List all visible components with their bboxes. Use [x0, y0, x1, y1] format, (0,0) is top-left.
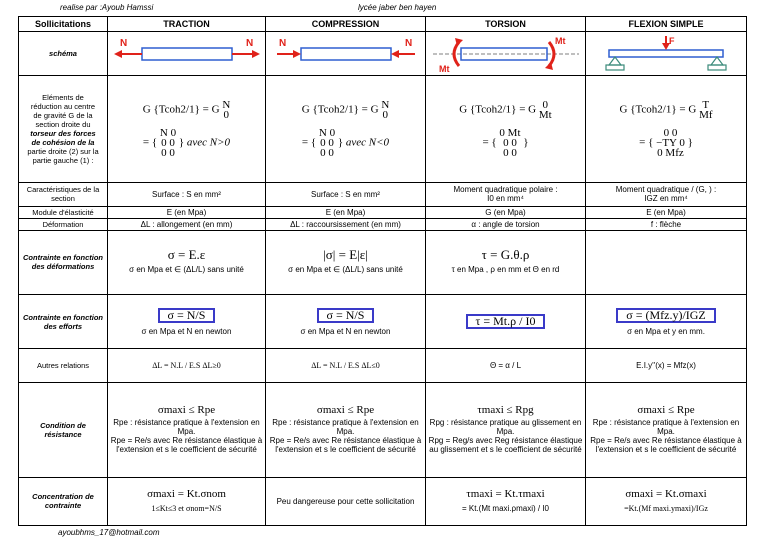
contr-eff-torsion: τ = Mt.ρ / I0 [426, 295, 586, 349]
condition-flexion: σmaxi ≤ Rpe Rpe : résistance pratique à l'extension en Mpa. Rpe = Re/s avec Re résistance élastique à l'extension et s le coefficient de sécurité [586, 383, 747, 477]
row-label-concentration: Concentration de contrainte [19, 477, 108, 525]
concentration-compression: Peu dangereuse pour cette sollicitation [266, 477, 426, 525]
module-traction: E (en Mpa) [108, 206, 266, 218]
torseur-torsion: G {Tcoh2/1} = G 0 Mt = { 0 Mt 0 0 0 0 } [426, 76, 586, 182]
contr-def-torsion: τ = G.θ.ρ τ en Mpa , ρ en mm et Θ en rd [426, 230, 586, 294]
autres-traction: ΔL = N.L / E.S ΔL≥0 [108, 349, 266, 383]
contr-eff-flexion: σ = (Mfz.y)/IGZ σ en Mpa et y en mm. [586, 295, 747, 349]
row-label-condition: Condition de résistance [19, 383, 108, 477]
torseur-compression: G {Tcoh2/1} = G N 0 = { N 0 0 0 0 0 } avec N<0 [266, 76, 426, 182]
traction-diagram [112, 34, 262, 74]
header-flexion: FLEXION SIMPLE [586, 17, 747, 32]
schema-traction [108, 32, 266, 76]
row-label-contr-def: Contrainte en fonction des déformations [19, 230, 108, 294]
deform-flexion: f : flèche [586, 218, 747, 230]
caract-compression: Surface : S en mm² [266, 182, 426, 206]
n-right-label: N [245, 37, 253, 49]
autres-flexion: E.I.y''(x) = Mfz(x) [586, 349, 747, 383]
row-label-caract: Caractéristiques de la section [19, 182, 108, 206]
footer-email: ayoubhms_17@hotmail.com [58, 528, 160, 537]
torseur-traction: G {Tcoh2/1} = G N 0 = { N 0 0 0 0 0 } avec N>0 [108, 76, 266, 182]
condition-compression: σmaxi ≤ Rpe Rpe : résistance pratique à l'extension en Mpa. Rpe = Re/s avec Re résistance élastique à l'extension et s le coefficient de sécurité [266, 383, 426, 477]
mt-right-label: Mt [554, 35, 565, 46]
contr-def-compression: |σ| = E|ε| σ en Mpa et ∈ (ΔL/L) sans unité [266, 230, 426, 294]
contr-def-traction: σ = E.ε σ en Mpa et ∈ (ΔL/L) sans unité [108, 230, 266, 294]
caract-traction: Surface : S en mm² [108, 182, 266, 206]
torsion-diagram [431, 34, 581, 74]
summary-table [18, 16, 747, 526]
module-compression: E (en Mpa) [266, 206, 426, 218]
author-label: realise par :Ayoub Hamssi [60, 3, 154, 12]
autres-compression: ΔL = N.L / E.S ΔL≤0 [266, 349, 426, 383]
compression-diagram [271, 34, 421, 74]
row-label-autres: Autres relations [19, 349, 108, 383]
header-traction: TRACTION [108, 17, 266, 32]
autres-torsion: Θ = α / L [426, 349, 586, 383]
header-compression: COMPRESSION [266, 17, 426, 32]
row-label-torseur: Eléments de réduction au centre de gravité G de la section droite du torseur des forces de cohésion de la partie droite (2) sur la partie gauche (1) : [19, 76, 108, 182]
caract-torsion: Moment quadratique polaire : I0 en mm⁴ [426, 182, 586, 206]
row-label-schema: schéma [19, 32, 108, 76]
n-left-label: N [278, 37, 286, 49]
deform-traction: ΔL : allongement (en mm) [108, 218, 266, 230]
f-label: F [669, 35, 675, 46]
schema-flexion [586, 32, 747, 76]
condition-torsion: τmaxi ≤ Rpg Rpg : résistance pratique au glissement en Mpa. Rpg = Reg/s avec Reg résistance élastique au glissement et s le coefficient de sécurité [426, 383, 586, 477]
school-label: lycée jaber ben hayen [358, 3, 437, 12]
condition-traction: σmaxi ≤ Rpe Rpe : résistance pratique à l'extension en Mpa. Rpe = Re/s avec Re résistance élastique à l'extension et s le coefficient de sécurité [108, 383, 266, 477]
row-label-contr-eff: Contrainte en fonction des efforts [19, 295, 108, 349]
n-left-label: N [119, 37, 127, 49]
header-torsion: TORSION [426, 17, 586, 32]
concentration-traction: σmaxi = Kt.σnom 1≤Kt≤3 et σnom=N/S [108, 477, 266, 525]
header-sollicitations: Sollicitations [19, 17, 108, 32]
module-torsion: G (en Mpa) [426, 206, 586, 218]
deform-torsion: α : angle de torsion [426, 218, 586, 230]
module-flexion: E (en Mpa) [586, 206, 747, 218]
torseur-flexion: G {Tcoh2/1} = G T Mf = { 0 0 −TY 0 0 Mfz } [586, 76, 747, 182]
deform-compression: ΔL : raccoursissement (en mm) [266, 218, 426, 230]
schema-torsion [426, 32, 586, 76]
contr-eff-traction: σ = N/S σ en Mpa et N en newton [108, 295, 266, 349]
schema-compression [266, 32, 426, 76]
row-label-module: Module d'élasticité [19, 206, 108, 218]
concentration-torsion: τmaxi = Kt.τmaxi = Kt.(Mt maxi.ρmaxi) / I0 [426, 477, 586, 525]
caract-flexion: Moment quadratique / (G, ) : IGZ en mm⁴ [586, 182, 747, 206]
contr-eff-compression: σ = N/S σ en Mpa et N en newton [266, 295, 426, 349]
flexion-diagram [591, 34, 741, 74]
concentration-flexion: σmaxi = Kt.σmaxi =Kt.(Mf maxi.ymaxi)/IGz [586, 477, 747, 525]
mt-left-label: Mt [438, 63, 449, 74]
page-header [0, 0, 768, 16]
n-right-label: N [404, 37, 412, 49]
row-label-deform: Déformation [19, 218, 108, 230]
contr-def-flexion [586, 230, 747, 294]
